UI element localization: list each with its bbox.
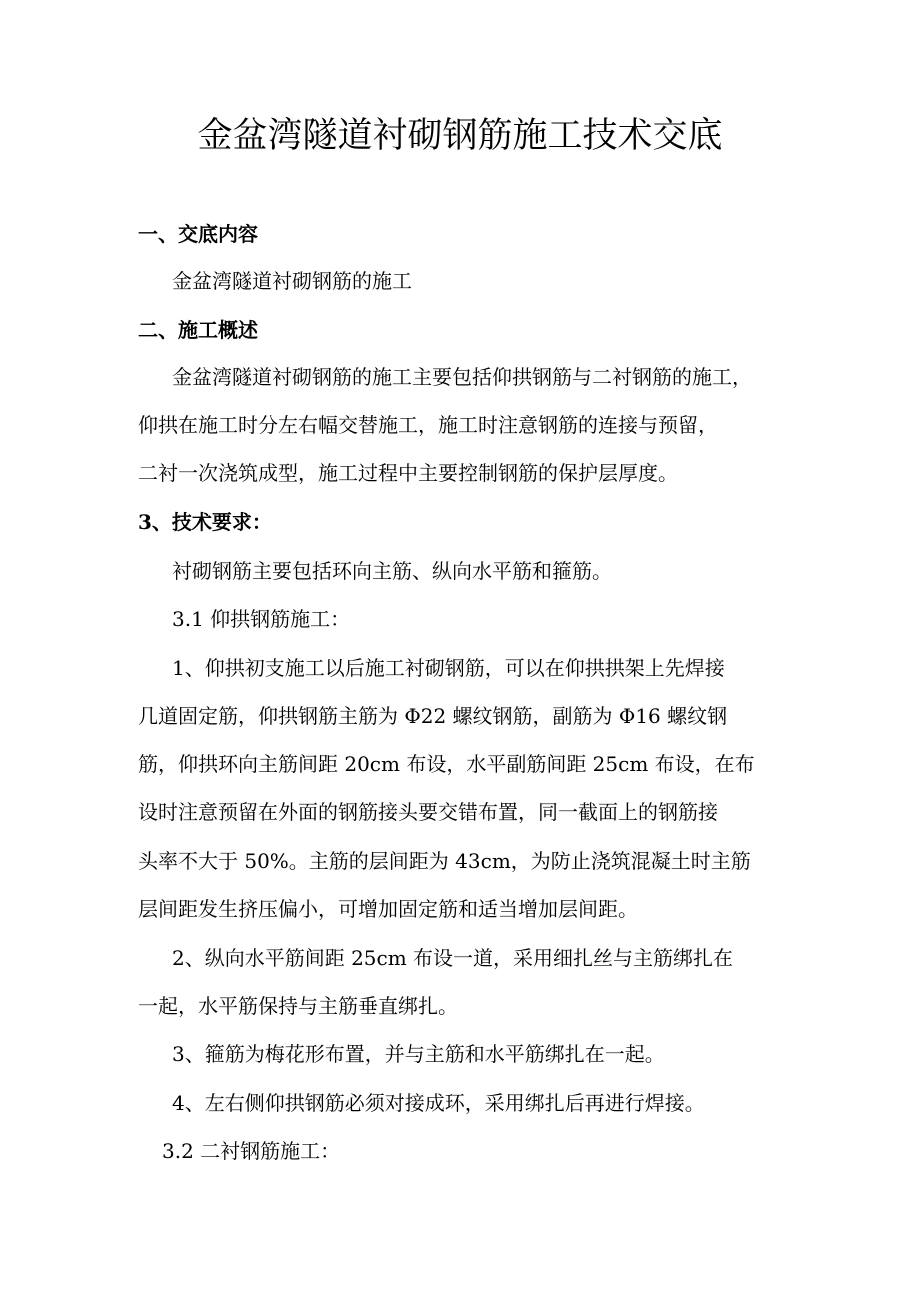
paragraph-line: 几道固定筋，仰拱钢筋主筋为 Φ22 螺纹钢筋，副筋为 Φ16 螺纹钢 <box>138 704 728 728</box>
paragraph-line: 设时注意预留在外面的钢筋接头要交错布置，同一截面上的钢筋接 <box>138 800 718 824</box>
paragraph-line: 金盆湾隧道衬砌钢筋的施工 <box>172 269 412 293</box>
paragraph-line: 4、左右侧仰拱钢筋必须对接成环，采用绑扎后再进行焊接。 <box>172 1091 705 1115</box>
section-heading-overview: 二、施工概述 <box>138 318 258 342</box>
paragraph-line: 金盆湾隧道衬砌钢筋的施工主要包括仰拱钢筋与二衬钢筋的施工， <box>172 365 752 389</box>
paragraph-line: 仰拱在施工时分左右幅交替施工，施工时注意钢筋的连接与预留， <box>138 413 718 437</box>
paragraph-line: 头率不大于 50%。主筋的层间距为 43cm，为防止浇筑混凝土时主筋 <box>138 849 751 873</box>
subsection-heading-invert: 3.1 仰拱钢筋施工： <box>172 607 351 631</box>
paragraph-line: 衬砌钢筋主要包括环向主筋、纵向水平筋和箍筋。 <box>172 559 612 583</box>
paragraph-line: 2、纵向水平筋间距 25cm 布设一道，采用细扎丝与主筋绑扎在 <box>172 946 734 970</box>
paragraph-line: 一起，水平筋保持与主筋垂直绑扎。 <box>138 994 458 1018</box>
paragraph-line: 1、仰拱初支施工以后施工衬砌钢筋，可以在仰拱拱架上先焊接 <box>172 656 725 680</box>
paragraph-line: 3、箍筋为梅花形布置，并与主筋和水平筋绑扎在一起。 <box>172 1042 665 1066</box>
paragraph-line: 层间距发生挤压偏小，可增加固定筋和适当增加层间距。 <box>138 897 638 921</box>
section-heading-content: 一、交底内容 <box>138 222 258 246</box>
subsection-heading-secondary-lining: 3.2 二衬钢筋施工： <box>162 1139 341 1163</box>
document-title: 金盆湾隧道衬砌钢筋施工技术交底 <box>197 116 723 156</box>
section-heading-requirements: 3、技术要求： <box>138 510 272 534</box>
paragraph-line: 筋，仰拱环向主筋间距 20cm 布设，水平副筋间距 25cm 布设，在布 <box>138 752 755 776</box>
paragraph-line: 二衬一次浇筑成型，施工过程中主要控制钢筋的保护层厚度。 <box>138 461 678 485</box>
